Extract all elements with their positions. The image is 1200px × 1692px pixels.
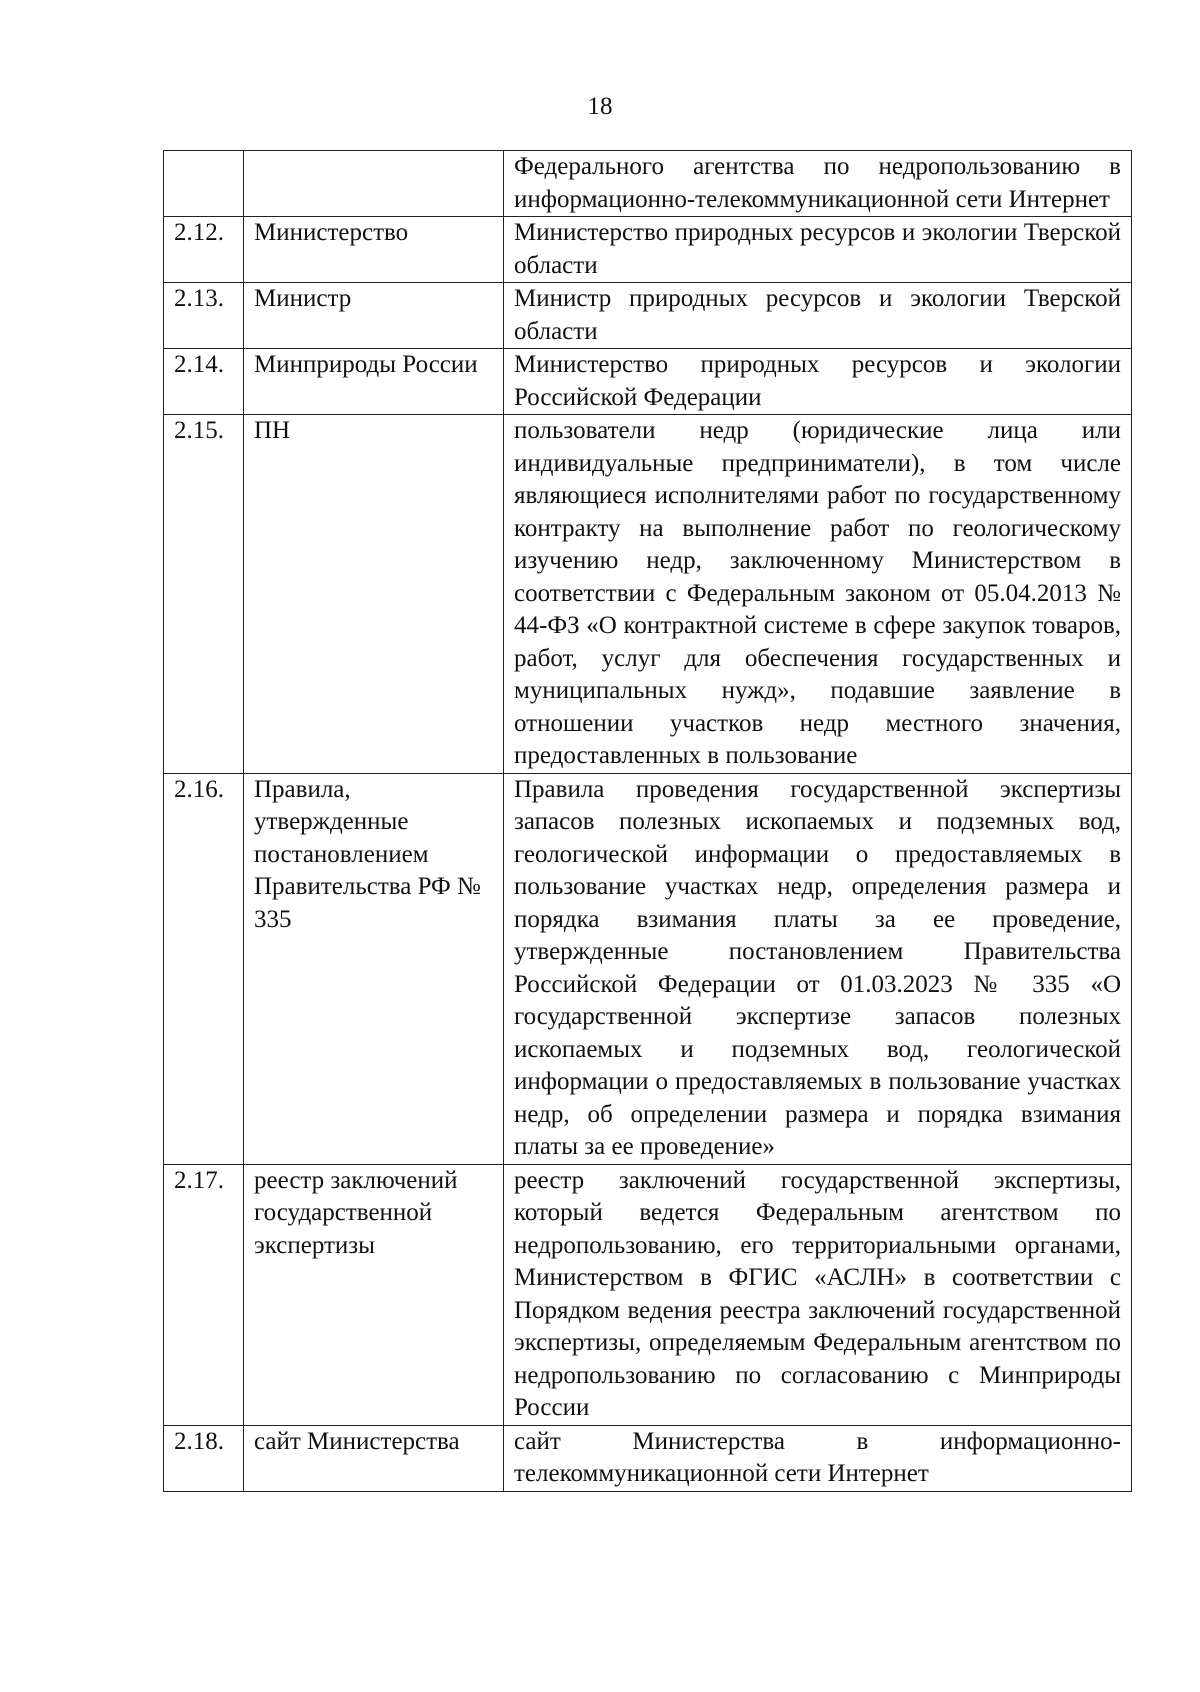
row-definition: пользователи недр (юридические лица или индивидуальные предприниматели), в том числе являющиеся исполнителями работ по государственному контракту на выполнение работ по геологическому изучению недр, заключенному Министерством в соответствии с Федеральным законом от 05.04.2013 № 44-ФЗ «О контрактной системе в сфере закупок товаров, работ, услуг для обеспечения государственных и муниципальных нужд», подавшие заявление в отношении участков недр местного значения, предоставленных в пользование bbox=[504, 415, 1132, 774]
row-number: 2.18. bbox=[164, 1425, 244, 1491]
table-row bbox=[164, 415, 1132, 774]
row-term: ПН bbox=[244, 415, 504, 774]
row-term: Министерство bbox=[244, 217, 504, 283]
table-row bbox=[164, 349, 1132, 415]
page-number: 18 bbox=[587, 93, 613, 120]
row-term: Минприроды России bbox=[244, 349, 504, 415]
row-number: 2.13. bbox=[164, 283, 244, 349]
row-number: 2.12. bbox=[164, 217, 244, 283]
row-term: Правила, утвержденные постановлением Правительства РФ № 335 bbox=[244, 773, 504, 1164]
row-definition: реестр заключений государственной экспертизы, который ведется Федеральным агентством по недропользованию, его территориальными органами, Министерством в ФГИС «АСЛН» в соответствии с Порядком ведения реестра заключений государственной экспертизы, определяемым Федеральным агентством по недропользованию по согласованию с Минприроды России bbox=[504, 1164, 1132, 1425]
row-definition: Министерство природных ресурсов и экологии Тверской области bbox=[504, 217, 1132, 283]
row-term: сайт Министерства bbox=[244, 1425, 504, 1491]
table-row bbox=[164, 151, 1132, 217]
row-definition: Правила проведения государственной экспертизы запасов полезных ископаемых и подземных вод, геологической информации о предоставляемых в пользование участках недр, определения размера и порядка взимания платы за ее проведение, утвержденные постановлением Правительства Российской Федерации от 01.03.2023 № 335 «О государственной экспертизе запасов полезных ископаемых и подземных вод, геологической информации о предоставляемых в пользование участках недр, об определении размера и порядка взимания платы за ее проведение» bbox=[504, 773, 1132, 1164]
table-row bbox=[164, 1164, 1132, 1425]
row-number: 2.16. bbox=[164, 773, 244, 1164]
table-row bbox=[164, 283, 1132, 349]
row-number: 2.17. bbox=[164, 1164, 244, 1425]
table-row bbox=[164, 217, 1132, 283]
row-number: 2.15. bbox=[164, 415, 244, 774]
row-definition: Министерство природных ресурсов и экологии Российской Федерации bbox=[504, 349, 1132, 415]
row-number: 2.14. bbox=[164, 349, 244, 415]
row-definition: Министр природных ресурсов и экологии Тверской области bbox=[504, 283, 1132, 349]
row-term bbox=[244, 151, 504, 217]
table-row bbox=[164, 1425, 1132, 1491]
row-number bbox=[164, 151, 244, 217]
row-definition: сайт Министерства в информационно-телекоммуникационной сети Интернет bbox=[504, 1425, 1132, 1491]
table-row bbox=[164, 773, 1132, 1164]
row-definition: Федерального агентства по недропользованию в информационно-телекоммуникационной сети Интернет bbox=[504, 151, 1132, 217]
row-term: Министр bbox=[244, 283, 504, 349]
definitions-table bbox=[163, 150, 1132, 1492]
row-term: реестр заключений государственной экспертизы bbox=[244, 1164, 504, 1425]
